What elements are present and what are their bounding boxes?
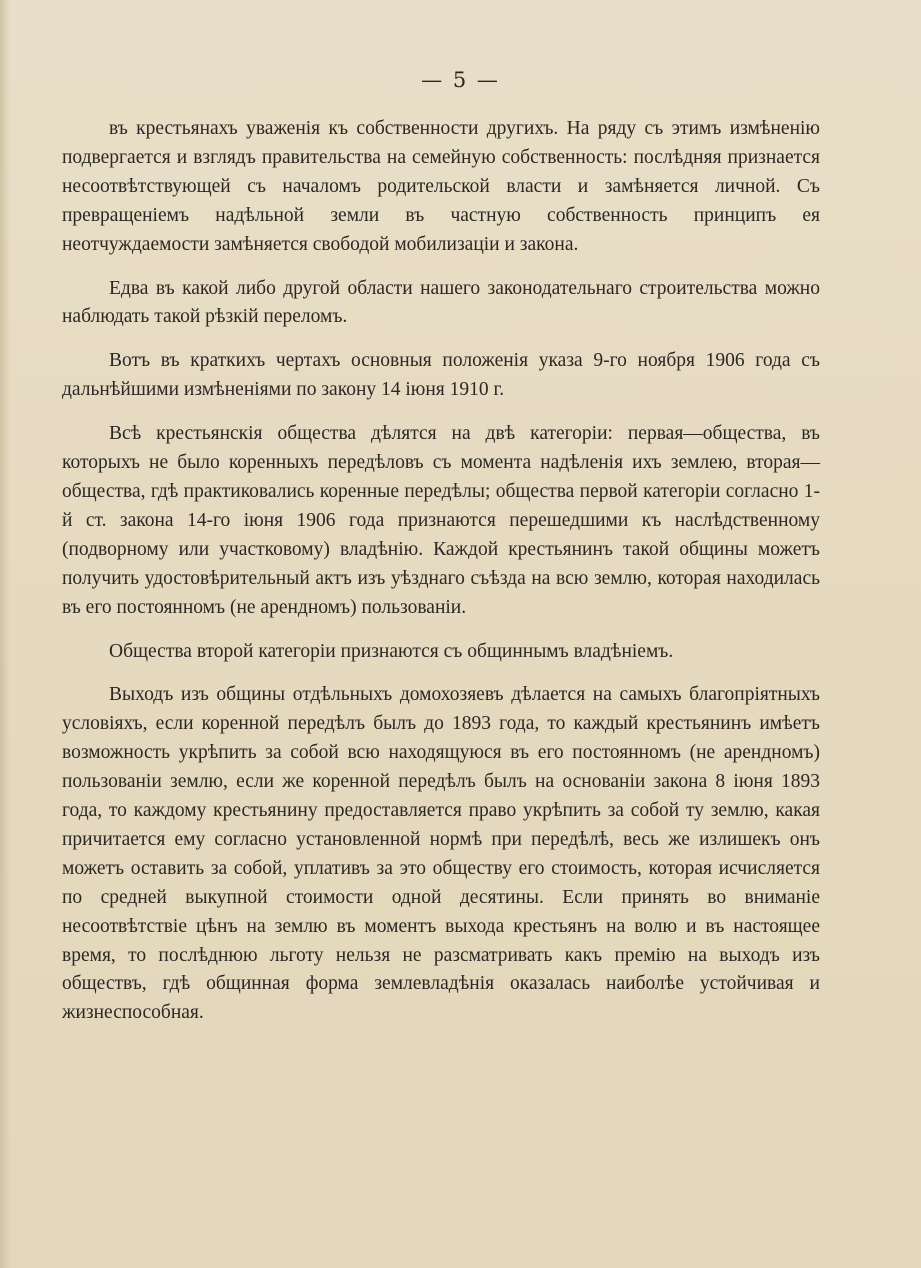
paragraph-2: Едва въ какой либо другой области нашего законодательнаго строительства можно наблюдать такой рѣзкій переломъ. — [62, 277, 820, 328]
paragraph-6: Выходъ изъ общины отдѣльныхъ домохозяевъ дѣлается на самыхъ благопріятныхъ условіяхъ, если коренной передѣлъ былъ до 1893 года, то каждый крестьянинъ имѣетъ возможность укрѣпить за собой всю находящуюся въ его постоянномъ (не арендномъ) пользованіи землю, если же коренной передѣлъ былъ на основаніи закона 8 іюня 1893 года, то каждому крестьянину предоставляется право укрѣпить за собой ту землю, какая причитается ему согласно установленной нормѣ при передѣлѣ, весь же излишекъ онъ можетъ оставить за собой, уплативъ за это обществу его стоимость, которая исчисляется по средней выкупной стоимости одной десятины. Если принять во вниманіе несоотвѣтствіе цѣнъ на землю въ моментъ выхода крестьянъ на волю и въ настоящее время, то послѣднюю льготу нельзя не разсматривать какъ премію на выходъ изъ обществъ, гдѣ общинная форма землевладѣнія оказалась наиболѣе устойчивая и жизнеспособная. — [62, 684, 820, 1024]
body-text — [62, 115, 820, 1028]
paragraph-4: Всѣ крестьянскія общества дѣлятся на двѣ категоріи: первая—общества, въ которыхъ не было коренныхъ передѣловъ съ момента надѣленія ихъ землею, вторая—общества, гдѣ практиковались коренные передѣлы; общества первой категоріи согласно 1-й ст. закона 14-го іюня 1906 года признаются перешедшими къ наслѣдственному (подворному или участковому) владѣнію. Каждой крестьянинъ такой общины можетъ получить удостовѣрительный актъ изъ уѣзднаго съѣзда на всю землю, которая находилась въ его постоянномъ (не арендномъ) пользованіи. — [62, 423, 820, 618]
page-left-edge — [0, 0, 10, 1268]
page-number: — 5 — — [421, 68, 500, 92]
paragraph-1: въ крестьянахъ уваженія къ собственности другихъ. На ряду съ этимъ измѣненію подвергается и взглядъ правительства на семейную собственность: послѣдняя признается несоотвѣтствующей съ началомъ родительской власти и замѣняется личной. Съ превращеніемъ надѣльной земли въ частную собственность принципъ ея неотчуждаемости замѣняется свободой мобилизаціи и закона. — [62, 118, 820, 255]
paragraph-3: Вотъ въ краткихъ чертахъ основныя положенія указа 9-го ноября 1906 года съ дальнѣйшими измѣненіями по закону 14 іюня 1910 г. — [62, 350, 820, 401]
paragraph-5: Общества второй категоріи признаются съ общиннымъ владѣніемъ. — [109, 640, 674, 662]
